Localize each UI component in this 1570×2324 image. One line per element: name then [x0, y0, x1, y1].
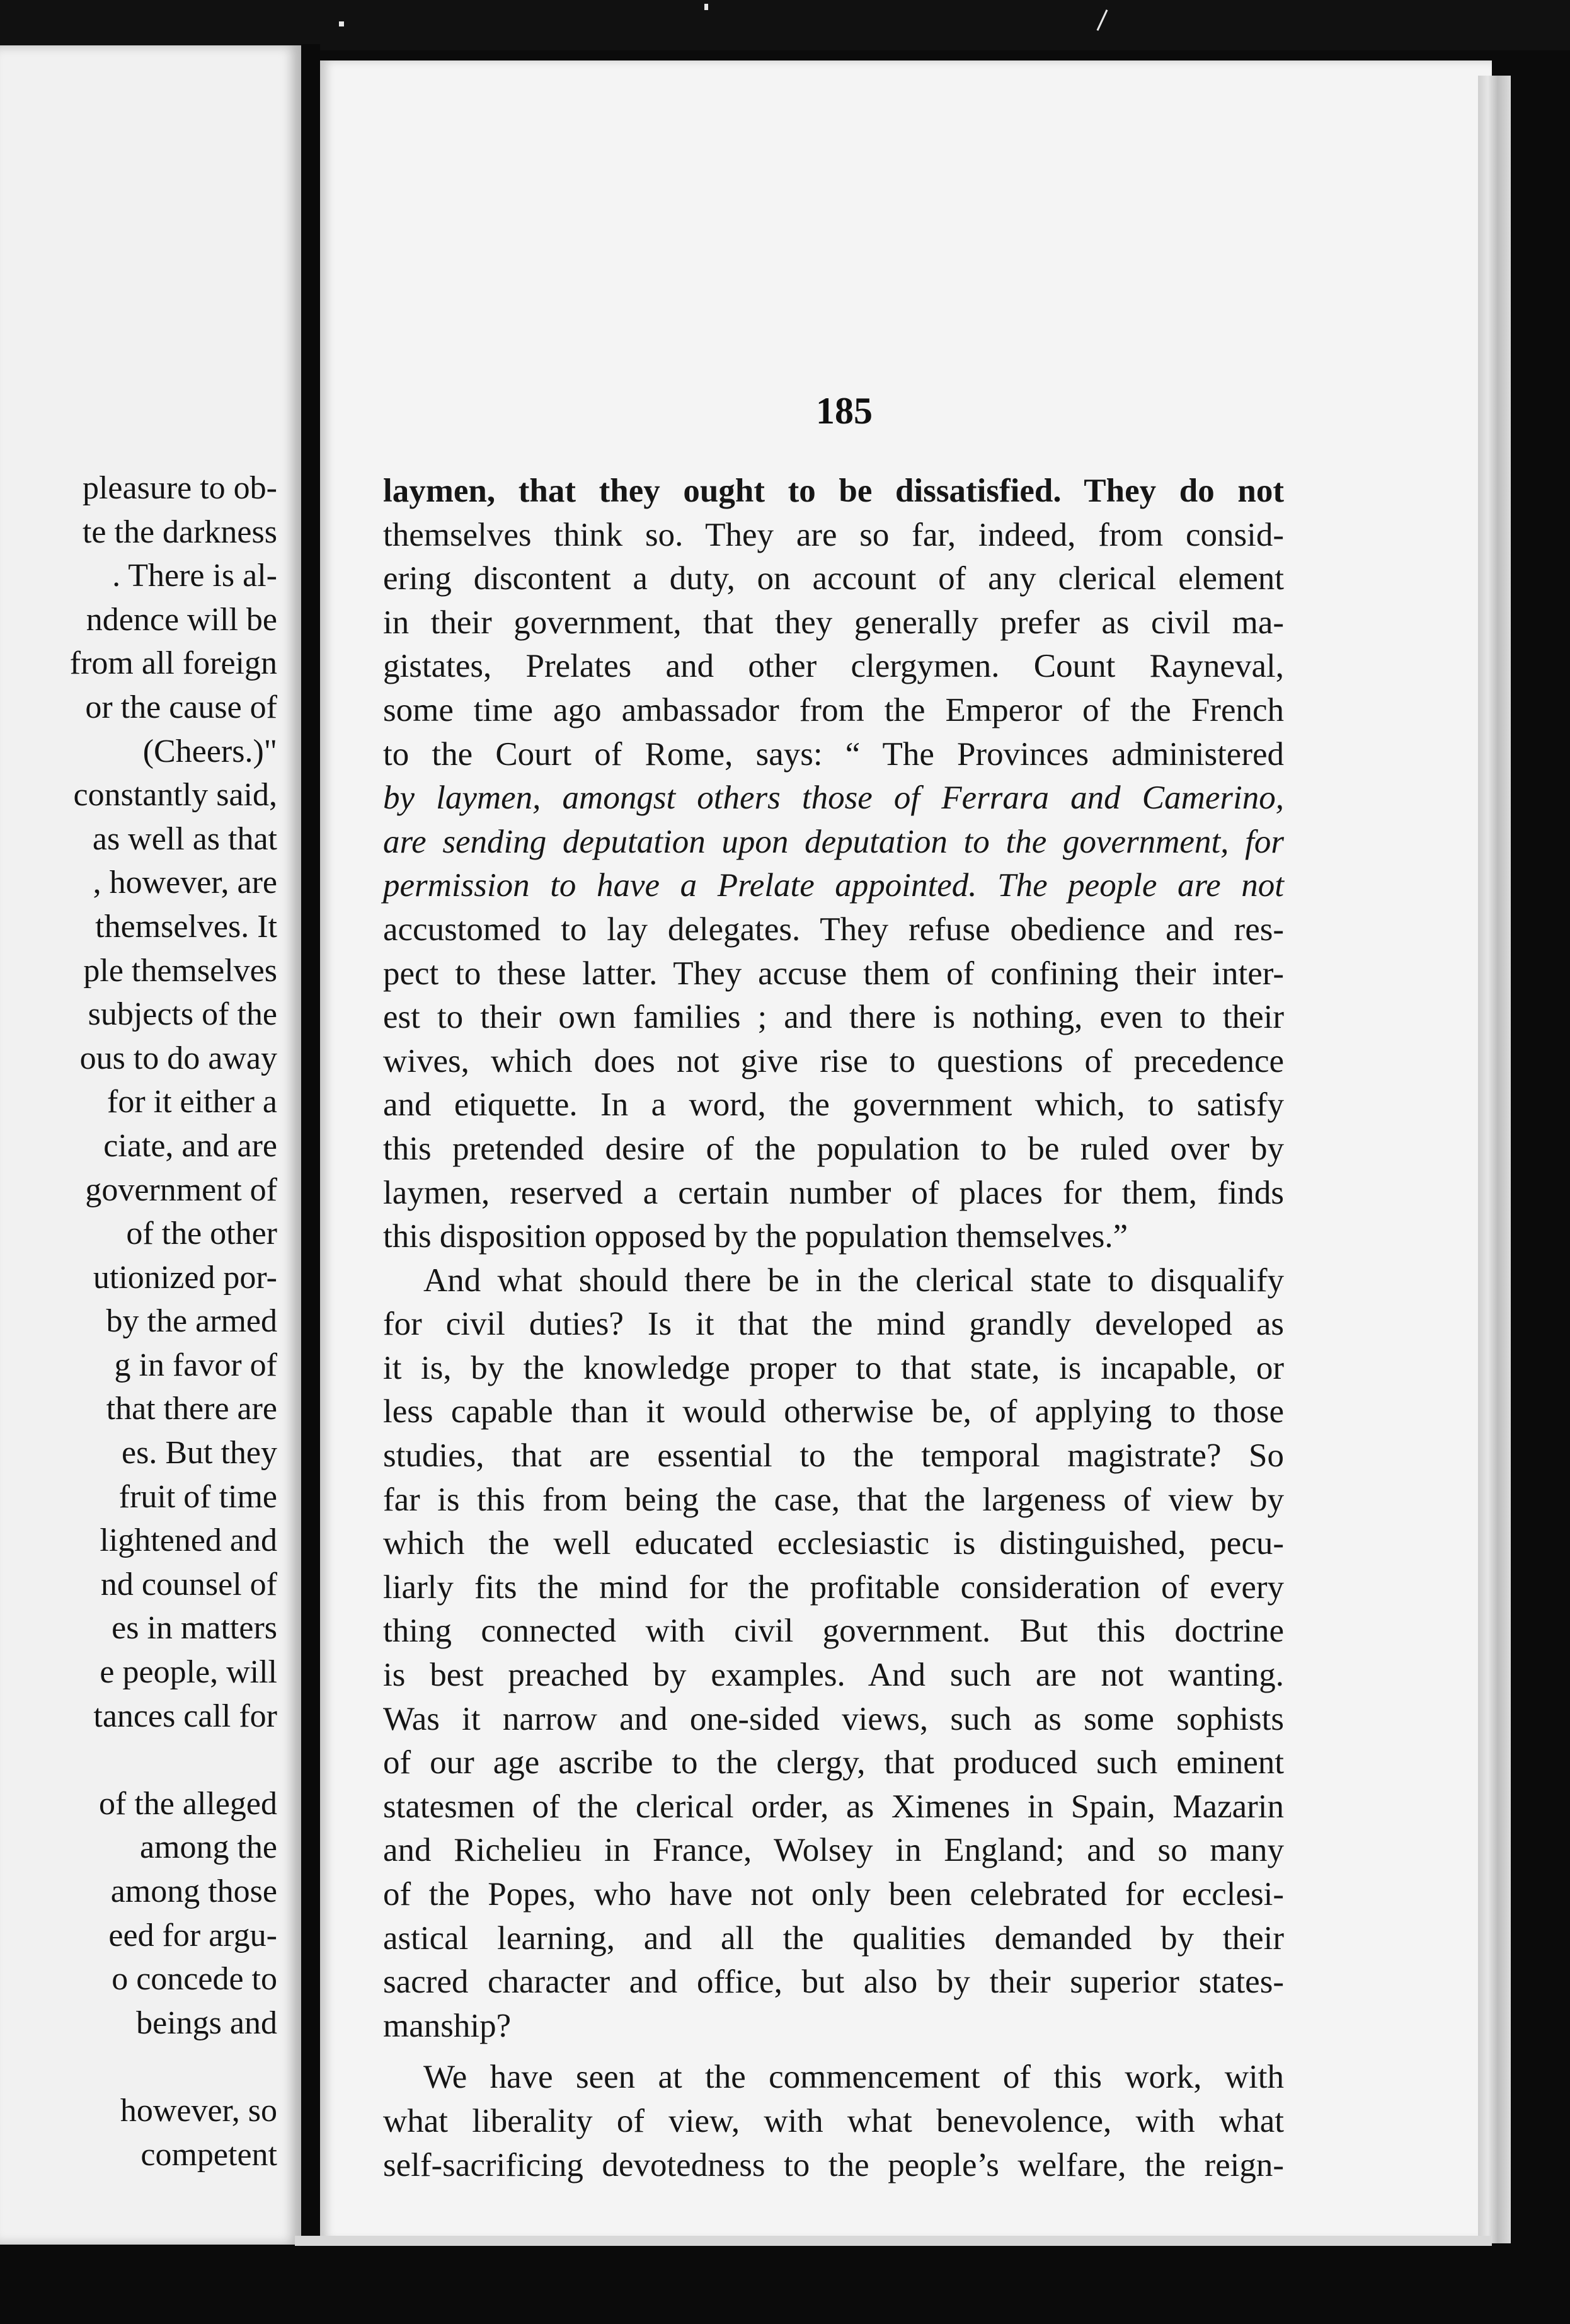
- paragraph-line: some time ago ambassador from the Emperor of the French: [383, 691, 1284, 728]
- left-page-line: [0, 1738, 277, 1782]
- left-page-line: among the: [139, 1829, 277, 1866]
- left-page-line: e people, will: [100, 1654, 277, 1691]
- left-page-line: ous to do away: [79, 1040, 277, 1076]
- left-page-line: eed for argu-: [108, 1917, 277, 1953]
- paragraph-line: accustomed to lay delegates. They refuse obedience and res-: [383, 911, 1284, 948]
- paragraph-line: and Richelieu in France, Wolsey in England; and so many: [383, 1832, 1284, 1869]
- left-page-line: government of: [85, 1171, 277, 1208]
- left-page-line: of the alleged: [99, 1785, 277, 1822]
- paragraph-line: gistates, Prelates and other clergymen. Count Rayneval,: [383, 648, 1284, 685]
- left-page-line: [0, 2045, 277, 2089]
- paragraph-line: Was it narrow and one-sided views, such as some sophists: [383, 1700, 1284, 1737]
- left-page-line: among those: [110, 1873, 277, 1909]
- left-page-line: by the armed: [106, 1303, 277, 1340]
- left-page-line: te the darkness: [82, 514, 277, 550]
- paragraph-line: laymen, reserved a certain number of places for them, finds: [383, 1174, 1284, 1211]
- left-page-line: , however, are: [93, 865, 277, 901]
- left-page-line: pleasure to ob-: [82, 470, 277, 506]
- left-page-line: subjects of the: [88, 996, 277, 1033]
- paragraph-line: far is this from being the case, that the largeness of view by: [383, 1481, 1284, 1518]
- body-text: [383, 469, 1284, 2187]
- left-page-line: for it either a: [107, 1084, 277, 1120]
- paragraph-line: it is, by the knowledge proper to that state, is incapable, or: [383, 1349, 1284, 1386]
- paragraph-line: We have seen at the commencement of this work, with: [423, 2059, 1284, 2096]
- paragraph-line: studies, that are essential to the temporal magistrate? So: [383, 1437, 1284, 1475]
- paragraph-line: less capable than it would otherwise be, of applying to those: [383, 1393, 1284, 1430]
- page-stack-edge: [1478, 76, 1511, 2243]
- paragraph-line: and etiquette. In a word, the government which, to satisfy: [383, 1086, 1284, 1124]
- paragraph-2: [383, 1259, 1284, 2049]
- paragraph-line: of the Popes, who have not only been celebrated for ecclesi-: [383, 1876, 1284, 1913]
- scan-speck: [704, 4, 708, 10]
- left-page-line: o concede to: [112, 1961, 277, 1998]
- left-page-line: however, so: [120, 2092, 277, 2129]
- paragraph-line: wives, which does not give rise to questions of precedence: [383, 1042, 1284, 1079]
- left-page-line: . There is al-: [112, 558, 277, 594]
- left-page-line: ciate, and are: [103, 1127, 277, 1164]
- paragraph-line: sacred character and office, but also by their superior states-: [383, 1964, 1284, 2001]
- paragraph-line: to the Court of Rome, says: “ The Provinces administered: [383, 735, 1284, 773]
- paragraph-line: laymen, that they ought to be dissatisfied. They do not: [383, 473, 1284, 509]
- paragraph-gap: [383, 2048, 1284, 2056]
- page-number: 185: [816, 390, 873, 432]
- scan-speck: [339, 21, 344, 26]
- paragraph-line: this pretended desire of the population to be ruled over by: [383, 1130, 1284, 1167]
- left-page-line: utionized por-: [93, 1259, 277, 1296]
- scan-background: [0, 0, 1570, 50]
- paragraph-line: are sending deputation upon deputation to the government, for: [383, 823, 1284, 860]
- paragraph-line: self-sacrificing devotedness to the people’s welfare, the reign-: [383, 2146, 1284, 2183]
- left-page-line: es. But they: [122, 1435, 277, 1471]
- left-page-line: themselves. It: [95, 908, 277, 945]
- left-page-line: ndence will be: [86, 601, 277, 638]
- left-page-line: from all foreign: [69, 645, 277, 682]
- left-page-line: es in matters: [112, 1610, 277, 1647]
- paragraph-line: in their government, that they generally prefer as civil ma-: [383, 604, 1284, 641]
- left-page-line: g in favor of: [114, 1347, 277, 1383]
- left-page-line: or the cause of: [85, 689, 277, 725]
- paragraph-line: astical learning, and all the qualities demanded by their: [383, 1919, 1284, 1957]
- paragraph-line: And what should there be in the clerical state to disqualify: [423, 1262, 1284, 1299]
- left-page-line: as well as that: [92, 820, 277, 857]
- paragraph-line: liarly fits the mind for the profitable consideration of every: [383, 1568, 1284, 1606]
- left-page-line: nd counsel of: [100, 1566, 277, 1602]
- paragraph-line: of our age ascribe to the clergy, that produced such eminent: [383, 1744, 1284, 1781]
- left-page-text: [0, 466, 277, 2177]
- left-page-line: ple themselves: [83, 952, 277, 989]
- paragraph-line: permission to have a Prelate appointed. The people are not: [383, 867, 1284, 904]
- left-page-line: tances call for: [93, 1698, 277, 1734]
- paragraph-line: for civil duties? Is it that the mind grandly developed as: [383, 1306, 1284, 1343]
- paragraph-line: statesmen of the clerical order, as Ximenes in Spain, Mazarin: [383, 1788, 1284, 1825]
- left-page-line: (Cheers.)": [142, 733, 277, 769]
- paragraph-line: pect to these latter. They accuse them of confining their inter-: [383, 955, 1284, 992]
- left-page-line: beings and: [136, 2005, 277, 2041]
- left-page-line: constantly said,: [73, 777, 277, 814]
- left-facing-page: [0, 45, 301, 2245]
- paragraph-line: which the well educated ecclesiastic is distinguished, pecu-: [383, 1525, 1284, 1562]
- left-page-line: fruit of time: [118, 1478, 277, 1515]
- left-page-line: of the other: [126, 1216, 277, 1252]
- left-page-line: lightened and: [100, 1522, 277, 1559]
- paragraph-line: by laymen, amongst others those of Ferrara and Camerino,: [383, 779, 1284, 817]
- paragraph-line: is best preached by examples. And such are not wanting.: [383, 1657, 1284, 1694]
- book-gutter: [301, 44, 320, 2250]
- paragraph-line: themselves think so. They are so far, indeed, from consid-: [383, 516, 1284, 553]
- page-bottom-edge: [295, 2236, 1492, 2246]
- paragraph-line: manship?: [383, 2007, 512, 2044]
- paragraph-line: est to their own families ; and there is nothing, even to their: [383, 999, 1284, 1036]
- left-page-line: competent: [140, 2136, 277, 2173]
- paragraph-3: [383, 2056, 1284, 2187]
- paragraph-line: what liberality of view, with what benevolence, with what: [383, 2102, 1284, 2139]
- paragraph-1: [383, 469, 1284, 1259]
- paragraph-line: thing connected with civil government. But this doctrine: [383, 1613, 1284, 1650]
- paragraph-line: this disposition opposed by the population themselves.”: [383, 1218, 1128, 1255]
- paragraph-line: ering discontent a duty, on account of any clerical element: [383, 560, 1284, 597]
- left-page-line: that there are: [106, 1391, 277, 1427]
